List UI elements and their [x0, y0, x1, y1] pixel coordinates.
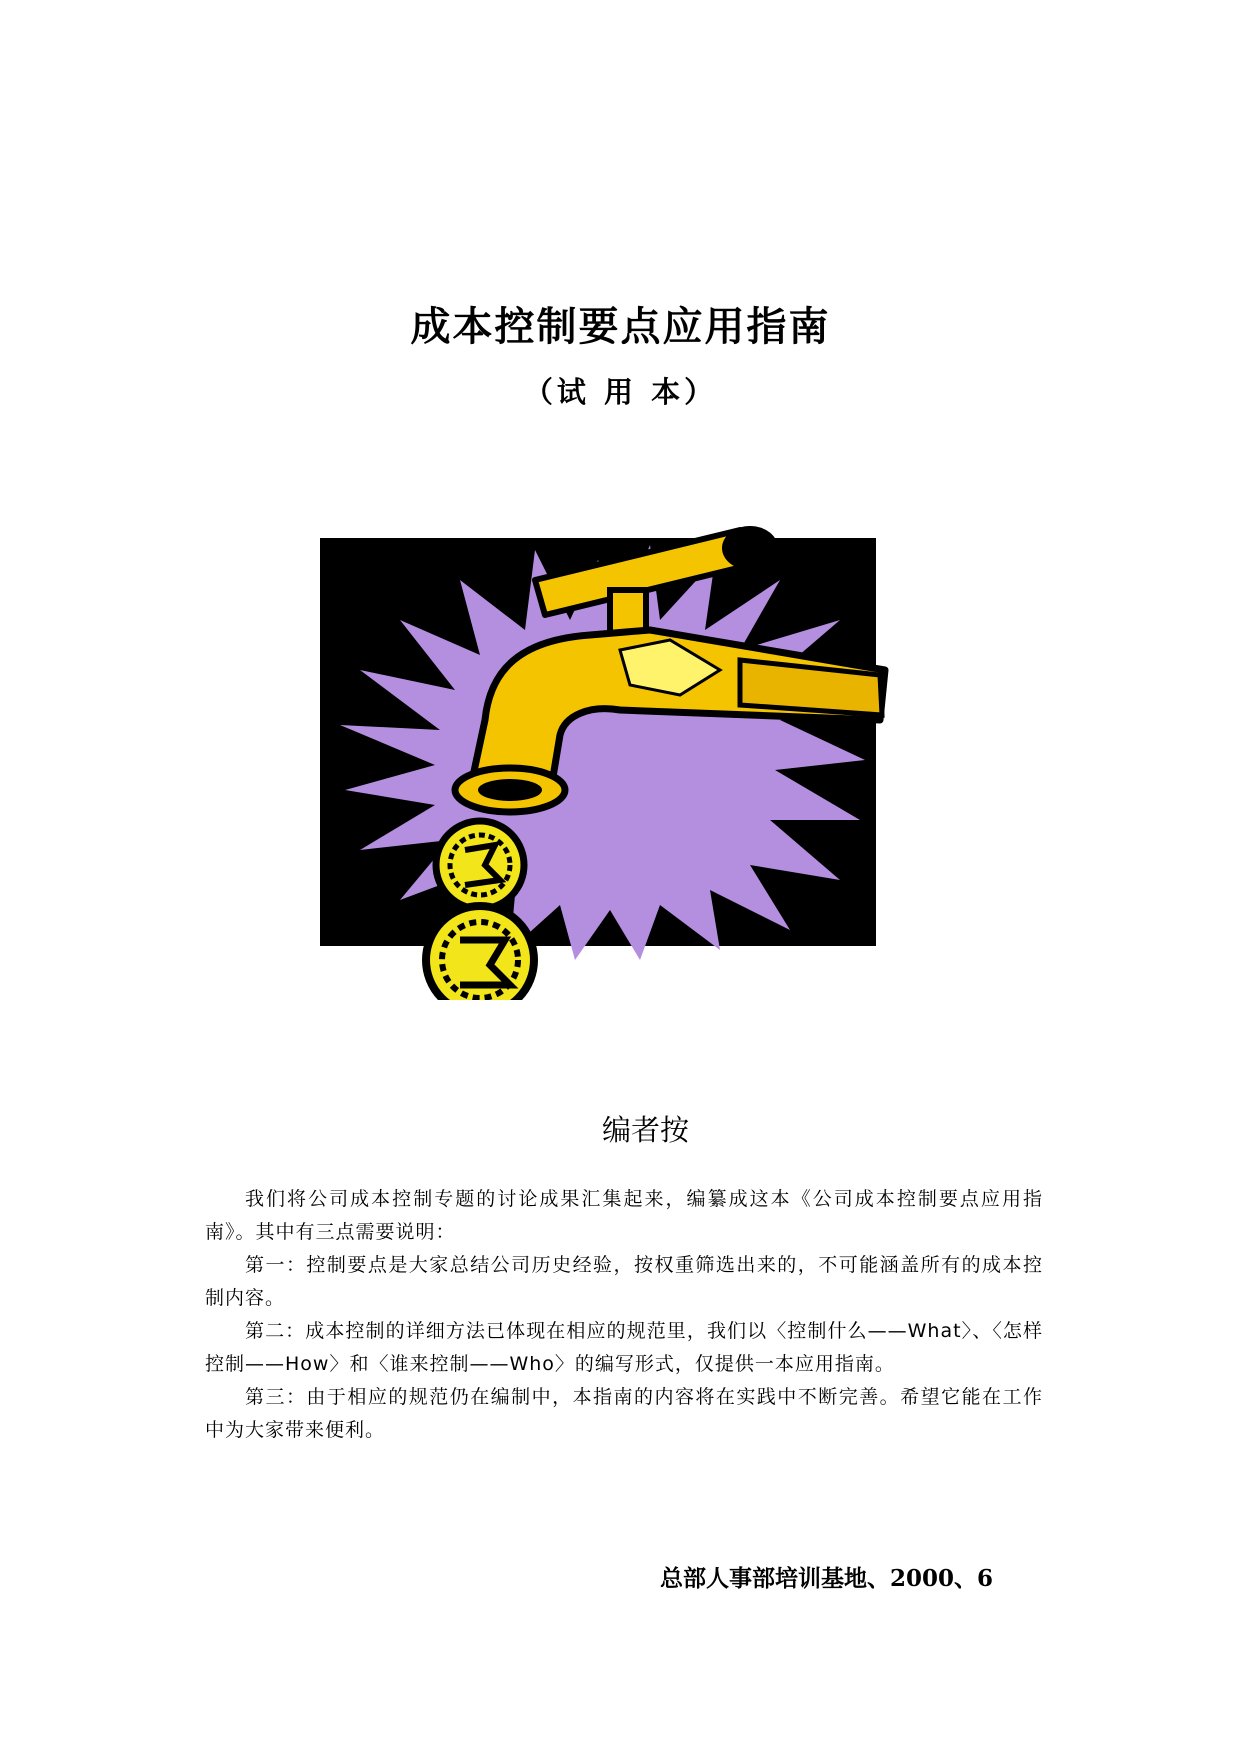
editor-note-body [205, 1183, 1043, 1447]
editor-note-paragraph: 第三：由于相应的规范仍在编制中，本指南的内容将在实践中不断完善。希望它能在工作中为大家带来便利。 [205, 1386, 1043, 1441]
document-subtitle: （试 用 本） [523, 375, 718, 409]
editor-note-paragraph: 第一：控制要点是大家总结公司历史经验，按权重筛选出来的，不可能涵盖所有的成本控制内容。 [205, 1254, 1043, 1309]
coin-large-icon [426, 906, 534, 1000]
signature-line: 总部人事部培训基地、2000、6 [660, 1565, 994, 1592]
editor-note-heading: 编者按 [601, 1113, 689, 1147]
coin-small-icon [436, 821, 524, 909]
faucet-dripping-coins-icon [320, 520, 920, 1000]
editor-note-paragraph: 我们将公司成本控制专题的讨论成果汇集起来，编纂成这本《公司成本控制要点应用指南》。其中有三点需要说明： [205, 1188, 1043, 1243]
document-title: 成本控制要点应用指南 [410, 304, 831, 350]
editor-note-paragraph: 第二：成本控制的详细方法已体现在相应的规范里，我们以〈控制什么——What〉、〈怎样控制——How〉和〈谁来控制——Who〉的编写形式，仅提供一本应用指南。 [205, 1320, 1043, 1375]
